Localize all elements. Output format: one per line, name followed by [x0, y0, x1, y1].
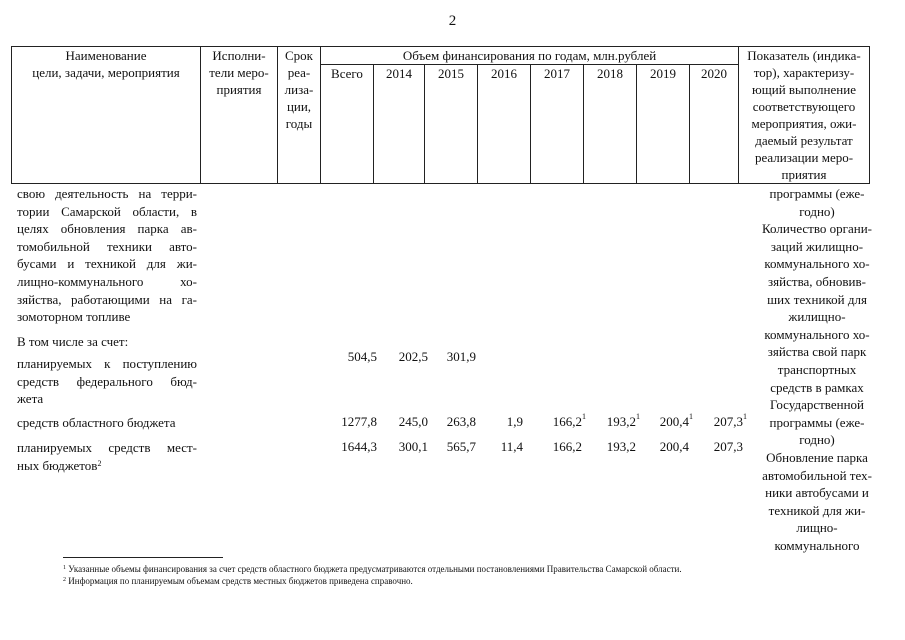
- header-indicator-line: даемый результат: [755, 133, 853, 148]
- description-line: целях обновления парка ав-: [17, 221, 197, 237]
- regional-label: [17, 414, 197, 432]
- footnote-2: [63, 575, 413, 587]
- header-financing-cell: Объем финансирования по годам, млн.рублей: [321, 47, 739, 65]
- header-year-cell: 2020: [690, 65, 739, 184]
- header-indicator-line: Показатель (индика-: [747, 48, 861, 63]
- indicator-line: жилищно-: [788, 309, 846, 325]
- value-cell: [590, 414, 640, 430]
- local-line: [17, 457, 197, 475]
- indicator-line: автомобильной тех-: [762, 467, 872, 483]
- footnote-separator: [63, 557, 223, 558]
- footnote-mark: 1: [743, 412, 747, 421]
- local-label: [17, 439, 197, 474]
- in-total-text: В том числе за счет:: [17, 334, 129, 349]
- indicator-line: программы (еже-: [769, 186, 865, 201]
- in-total-label: [17, 333, 197, 351]
- description-line: томобильной техники авто-: [17, 238, 197, 254]
- value-cell: [378, 439, 428, 455]
- footnote-text: Указанные объемы финансирования за счет средств областного бюджета предусматриваются отдельными постановлениями Правительства Самарской области.: [68, 564, 682, 574]
- header-name-cell: [12, 47, 201, 184]
- description-line: тории Самарской области, в: [17, 203, 197, 219]
- measure-description: [17, 185, 197, 326]
- value-text: 1277,8: [341, 414, 377, 429]
- indicator-line: заций жилищно-: [770, 238, 864, 254]
- value-text: 193,2: [606, 414, 636, 429]
- header-total-cell: Всего: [321, 65, 374, 184]
- value-cell: [327, 414, 377, 430]
- header-exec-line: Исполни-: [212, 48, 266, 63]
- header-indicator-cell: [739, 47, 870, 184]
- value-cell: [327, 439, 377, 455]
- value-cell: [473, 439, 523, 455]
- header-exec-line: приятия: [216, 82, 262, 97]
- value-text: 193,2: [606, 439, 636, 454]
- value-cell: [536, 414, 586, 430]
- indicator-column: [753, 185, 881, 554]
- page-number: 2: [448, 13, 457, 29]
- indicator-line: зяйства, обновив-: [768, 273, 866, 289]
- value-text: 1,9: [506, 414, 523, 429]
- value-cell: [378, 349, 428, 365]
- federal-label: [17, 355, 197, 408]
- footnote-mark: 1: [582, 412, 586, 421]
- value-text: 300,1: [398, 439, 428, 454]
- value-text: 207,3: [713, 414, 743, 429]
- value-text: 263,8: [446, 414, 476, 429]
- value-text: 504,5: [347, 349, 377, 364]
- description-line: зомоторном топливе: [17, 309, 131, 325]
- indicator-line: зяйства свой парк: [767, 344, 867, 360]
- regional-text: средств областного бюджета: [17, 415, 176, 430]
- description-line: лищно-коммунального хо-: [17, 273, 197, 289]
- header-exec-cell: [201, 47, 278, 184]
- indicator-line: ших техникой для: [767, 291, 867, 307]
- value-cell: [693, 439, 743, 455]
- value-text: 301,9: [446, 349, 476, 364]
- value-cell: [586, 439, 636, 455]
- value-cell: [473, 414, 523, 430]
- header-year-cell: 2014: [374, 65, 425, 184]
- value-cell: [426, 349, 476, 365]
- footnote-mark: 1: [689, 412, 693, 421]
- indicator-line: Количество органи-: [761, 221, 873, 237]
- value-cell: [639, 439, 689, 455]
- value-text: 166,2: [552, 439, 582, 454]
- indicator-line: лищно-: [796, 520, 838, 536]
- header-year-cell: 2017: [531, 65, 584, 184]
- value-text: 11,4: [500, 439, 523, 454]
- header-year-cell: 2015: [425, 65, 478, 184]
- header-name-line: Наименование: [65, 48, 147, 63]
- value-cell: [378, 414, 428, 430]
- header-name-line: цели, задачи, мероприятия: [32, 65, 180, 80]
- header-year-cell: 2016: [478, 65, 531, 184]
- value-cell: [327, 349, 377, 365]
- federal-line: средств федерального бюд-: [17, 373, 197, 389]
- federal-line: жета: [17, 391, 44, 407]
- indicator-line: Государственной: [769, 397, 864, 413]
- indicator-line: коммунального хо-: [764, 256, 870, 272]
- header-term-line: Срок: [285, 48, 313, 63]
- indicator-line: годно): [799, 432, 835, 448]
- header-indicator-line: ющий выполнение: [752, 82, 856, 97]
- footnote-mark: 1: [636, 412, 640, 421]
- value-text: 200,4: [659, 414, 689, 429]
- indicator-line: средств в рамках: [770, 379, 864, 395]
- local-line: планируемых средств мест-: [17, 440, 197, 455]
- header-exec-line: тели меро-: [209, 65, 269, 80]
- description-line: свою деятельность на терри-: [17, 186, 197, 201]
- header-table: [11, 46, 870, 184]
- value-text: 207,3: [713, 439, 743, 454]
- indicator-line: программы (еже-: [769, 414, 865, 430]
- header-term-line: ции,: [286, 99, 312, 114]
- indicator-line: транспортных: [777, 361, 857, 377]
- indicator-line: коммунального: [774, 537, 860, 553]
- header-indicator-line: мероприятия, ожи-: [751, 116, 857, 131]
- value-text: 202,5: [398, 349, 428, 364]
- indicator-line: коммунального хо-: [764, 326, 870, 342]
- value-cell: [532, 439, 582, 455]
- header-term-line: годы: [285, 116, 313, 131]
- header-indicator-line: тор), характеризу-: [753, 65, 855, 80]
- value-text: 200,4: [659, 439, 689, 454]
- value-text: 166,2: [552, 414, 582, 429]
- header-indicator-line: соответствующего: [752, 99, 856, 114]
- indicator-line: годно): [799, 203, 835, 219]
- footnote-mark: 1: [63, 565, 66, 571]
- description-line: бусами и техникой для жи-: [17, 256, 197, 272]
- value-text: 565,7: [446, 439, 476, 454]
- header-indicator-line: реализации меро-: [754, 150, 854, 165]
- local-line-text: ных бюджетов: [17, 457, 98, 473]
- indicator-line: техникой для жи-: [768, 502, 866, 518]
- header-year-cell: 2019: [637, 65, 690, 184]
- header-year-cell: 2018: [584, 65, 637, 184]
- footnote-text: Информация по планируемым объемам средств местных бюджетов приведена справочно.: [68, 576, 413, 586]
- header-term-cell: [278, 47, 321, 184]
- footnote-1: [63, 563, 682, 575]
- value-cell: [426, 439, 476, 455]
- value-text: 1644,3: [341, 439, 377, 454]
- header-term-line: реа-: [287, 65, 311, 80]
- header-term-line: лиза-: [284, 82, 314, 97]
- value-cell: [643, 414, 693, 430]
- indicator-line: ники автобусами и: [765, 485, 869, 501]
- footnote-mark: 2: [63, 577, 66, 583]
- indicator-line: Обновление парка: [766, 449, 868, 465]
- footnote-mark: 2: [97, 458, 102, 468]
- value-cell: [697, 414, 747, 430]
- value-cell: [426, 414, 476, 430]
- value-text: 245,0: [398, 414, 428, 429]
- description-line: зяйства, работающими на га-: [17, 291, 197, 307]
- header-indicator-line: приятия: [781, 167, 827, 182]
- federal-line: планируемых к поступлению: [17, 356, 197, 371]
